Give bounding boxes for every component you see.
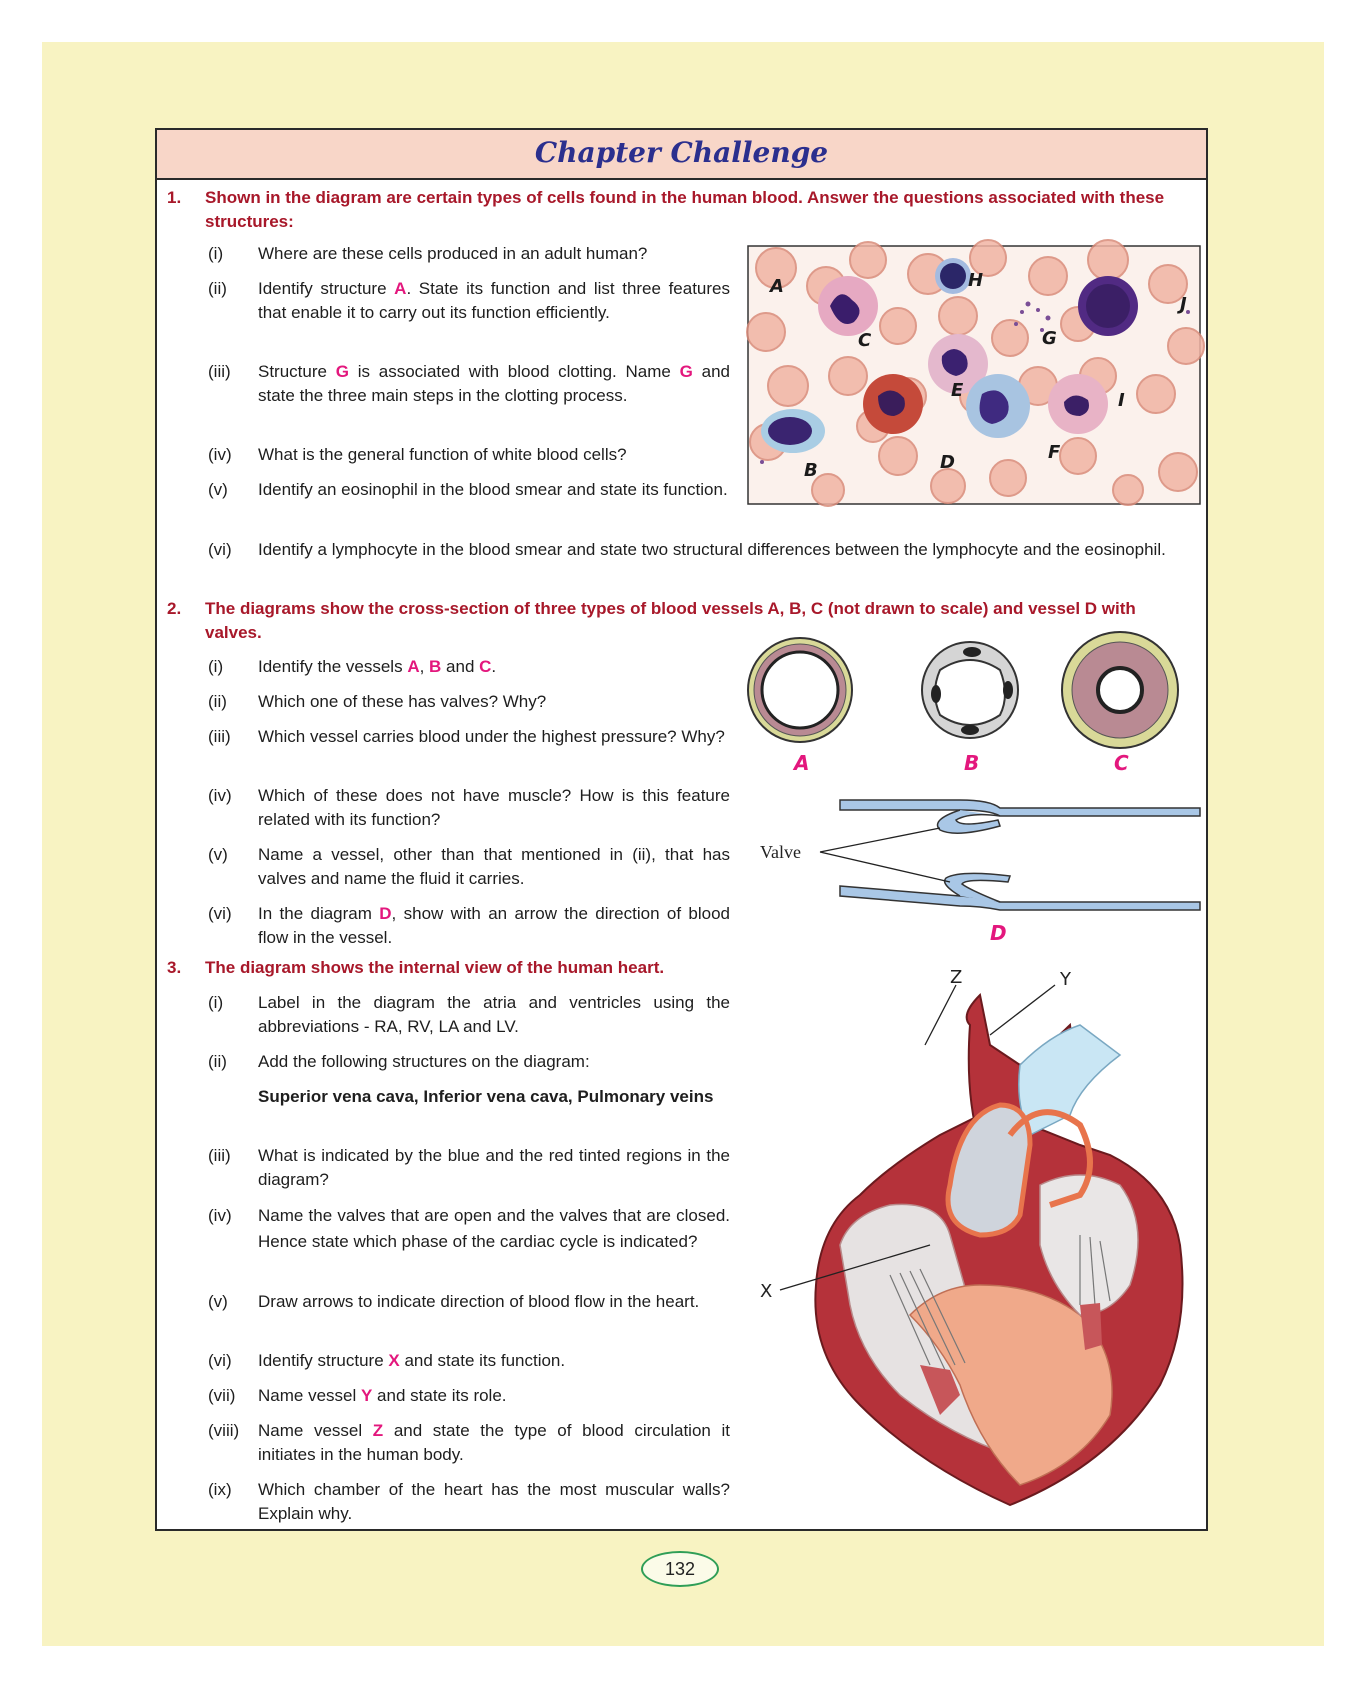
item-text: Name vessel Z and state the type of blood circulation it initiates in the human body. — [258, 1421, 731, 1464]
item-number: (vi) — [208, 904, 232, 923]
item-text: Which vessel carries blood under the highest pressure? Why? — [258, 727, 725, 746]
item-number: (ii) — [208, 279, 227, 298]
item-text: Structure G is associated with blood clotting. Name G and state the three main steps in the clotting process. — [258, 362, 730, 405]
item-number: (viii) — [208, 1421, 240, 1440]
smear-label-f: F — [1048, 442, 1061, 463]
smear-label-j: J — [1180, 294, 1187, 315]
valve-pointer — [820, 852, 950, 882]
item-number: (iii) — [208, 1146, 231, 1165]
item-text: Superior vena cava, Inferior vena cava, Pulmonary veins — [258, 1087, 714, 1106]
smear-label-h: H — [968, 270, 984, 291]
smear-label-g: G — [1042, 328, 1057, 349]
item-number: (iii) — [208, 362, 231, 381]
y-pointer — [990, 985, 1055, 1035]
page-number: 132 — [641, 1551, 719, 1587]
question-text: The diagrams show the cross-section of three types of blood vessels A, B, C (not drawn to scale) and vessel D with valves. — [205, 599, 1136, 642]
title-bar — [157, 130, 1206, 180]
heart-label-y: Y — [1060, 969, 1071, 990]
item-text: Identify the vessels A, B and C. — [258, 657, 497, 676]
item-number: (vii) — [208, 1386, 236, 1405]
item-text: Label in the diagram the atria and ventricles using the abbreviations - RA, RV, LA and LV. — [258, 993, 730, 1036]
smear-label-b: B — [804, 460, 818, 481]
vessel-a — [748, 638, 852, 742]
vessel-label-c: C — [1114, 751, 1129, 775]
heart-label-z: Z — [950, 967, 963, 988]
vein-with-valves — [760, 790, 1200, 950]
item-text: Identify an eosinophil in the blood smear and state its function. — [258, 480, 728, 499]
item-text: Identify structure X and state its function. — [258, 1351, 566, 1370]
vessel-b — [922, 642, 1018, 738]
item-number: (ii) — [208, 1052, 227, 1071]
blood-smear-image — [748, 246, 1200, 504]
item-number: (ix) — [208, 1480, 232, 1499]
item-number: (iv) — [208, 445, 232, 464]
item-text: Identify a lymphocyte in the blood smear and state two structural differences between the lymphocyte and the eosinophil. — [258, 540, 1166, 559]
item-text: In the diagram D, show with an arrow the direction of blood flow in the vessel. — [258, 904, 730, 947]
item-text: Which of these does not have muscle? How is this feature related with its function? — [258, 786, 730, 829]
vessel-label-b: B — [964, 751, 980, 775]
smear-label-e: E — [951, 380, 964, 401]
heart-label-x: X — [760, 1281, 773, 1302]
item-text: Identify structure A. State its function and list three features that enable it to carry out its function efficiently. — [258, 279, 730, 322]
item-number: (i) — [208, 657, 224, 676]
item-text: Add the following structures on the diagram: — [258, 1052, 590, 1071]
item-text: Which chamber of the heart has the most muscular walls? Explain why. — [258, 1480, 730, 1523]
item-text: Where are these cells produced in an adult human? — [258, 244, 648, 263]
valve-label: Valve — [760, 842, 801, 862]
item-text: What is indicated by the blue and the red tinted regions in the diagram? — [258, 1146, 730, 1189]
heart-diagram — [760, 967, 1200, 1515]
smear-label-d: D — [940, 452, 955, 473]
item-number: (i) — [208, 244, 224, 263]
item-number: (v) — [208, 480, 228, 499]
vessel-label-d: D — [990, 921, 1007, 945]
smear-label-c: C — [858, 330, 872, 351]
item-number: (i) — [208, 993, 224, 1012]
question-number: 2. — [167, 599, 182, 618]
question-number: 3. — [167, 958, 182, 977]
item-text: What is the general function of white blood cells? — [258, 445, 627, 464]
item-number: (v) — [208, 845, 228, 864]
page-title: Chapter Challenge — [534, 136, 829, 169]
item-text: Name vessel Y and state its role. — [258, 1386, 507, 1405]
item-text: Which one of these has valves? Why? — [258, 692, 547, 711]
vessel-cross-sections — [750, 630, 1200, 780]
item-number: (v) — [208, 1292, 228, 1311]
item-text: Name a vessel, other than that mentioned in (ii), that has valves and name the fluid it carries. — [258, 845, 730, 888]
item-number: (iv) — [208, 786, 232, 805]
vessel-c — [1062, 632, 1178, 748]
item-text: Draw arrows to indicate direction of blood flow in the heart. — [258, 1292, 700, 1311]
item-number: (ii) — [208, 692, 227, 711]
item-number: (vi) — [208, 1351, 232, 1370]
z-pointer — [925, 985, 956, 1045]
smear-label-a: A — [770, 276, 784, 297]
item-number: (iv) — [208, 1206, 232, 1225]
smear-label-i: I — [1118, 390, 1125, 411]
question-text: Shown in the diagram are certain types of cells found in the human blood. Answer the questions associated with these structures: — [205, 188, 1165, 231]
question-number: 1. — [167, 188, 182, 207]
question-text: The diagram shows the internal view of the human heart. — [205, 958, 665, 977]
valve-pointer — [820, 828, 940, 852]
item-number: (vi) — [208, 540, 232, 559]
item-number: (iii) — [208, 727, 231, 746]
item-text: Name the valves that are open and the valves that are closed. Hence state which phase of the cardiac cycle is indicated? — [258, 1206, 730, 1251]
vessel-label-a: A — [794, 751, 810, 775]
